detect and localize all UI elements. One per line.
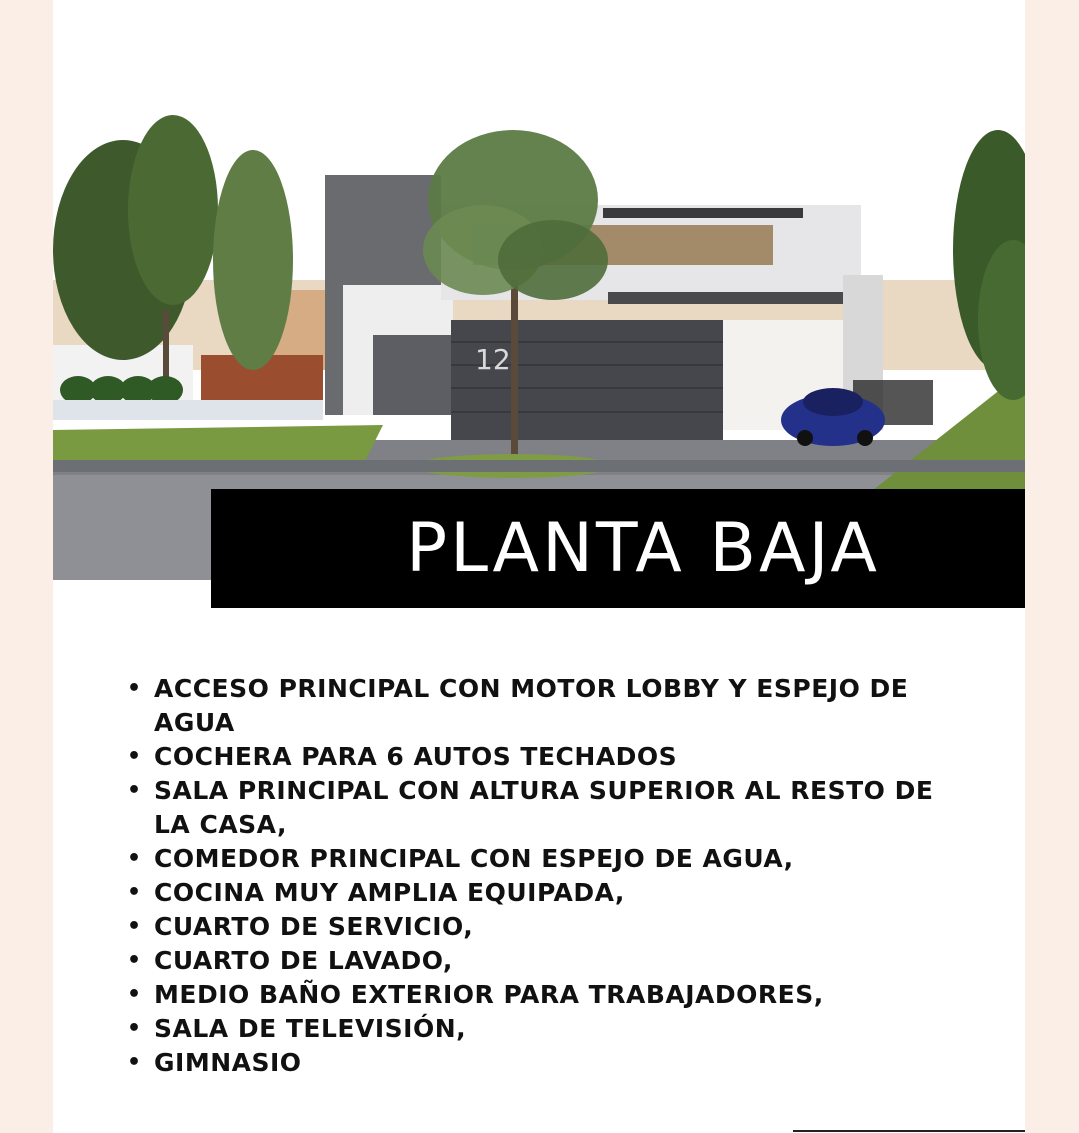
list-item: • GIMNASIO xyxy=(123,1046,953,1080)
bullet-icon: • xyxy=(127,676,142,701)
bullet-icon: • xyxy=(127,948,142,973)
page-title: PLANTA BAJA xyxy=(406,509,880,588)
house-number: 12 xyxy=(475,343,511,376)
list-item: • COMEDOR PRINCIPAL CON ESPEJO DE AGUA, xyxy=(123,842,953,876)
list-item: • ACCESO PRINCIPAL CON MOTOR LOBBY Y ESPEJO DE AGUA xyxy=(127,674,909,737)
document-page xyxy=(53,0,1025,1133)
bullet-icon: • xyxy=(127,744,142,769)
features-list xyxy=(123,672,953,1080)
list-item: • COCHERA PARA 6 AUTOS TECHADOS xyxy=(123,740,953,774)
bullet-icon: • xyxy=(127,982,142,1007)
bullet-icon: • xyxy=(127,1016,142,1041)
bullet-icon: • xyxy=(127,914,142,939)
footer-divider xyxy=(793,1130,1025,1132)
list-item: • CUARTO DE LAVADO, xyxy=(123,944,953,978)
list-item: • SALA PRINCIPAL CON ALTURA SUPERIOR AL RESTO DE LA CASA, xyxy=(127,776,934,839)
bullet-icon: • xyxy=(127,778,142,803)
bullet-icon: • xyxy=(127,1050,142,1075)
list-item: • MEDIO BAÑO EXTERIOR PARA TRABAJADORES, xyxy=(123,978,953,1012)
list-item: • COCINA MUY AMPLIA EQUIPADA, xyxy=(123,876,953,910)
title-banner xyxy=(211,489,1025,608)
bullet-icon: • xyxy=(127,846,142,871)
list-item: • SALA DE TELEVISIÓN, xyxy=(123,1012,953,1046)
list-item: • CUARTO DE SERVICIO, xyxy=(123,910,953,944)
bullet-icon: • xyxy=(127,880,142,905)
